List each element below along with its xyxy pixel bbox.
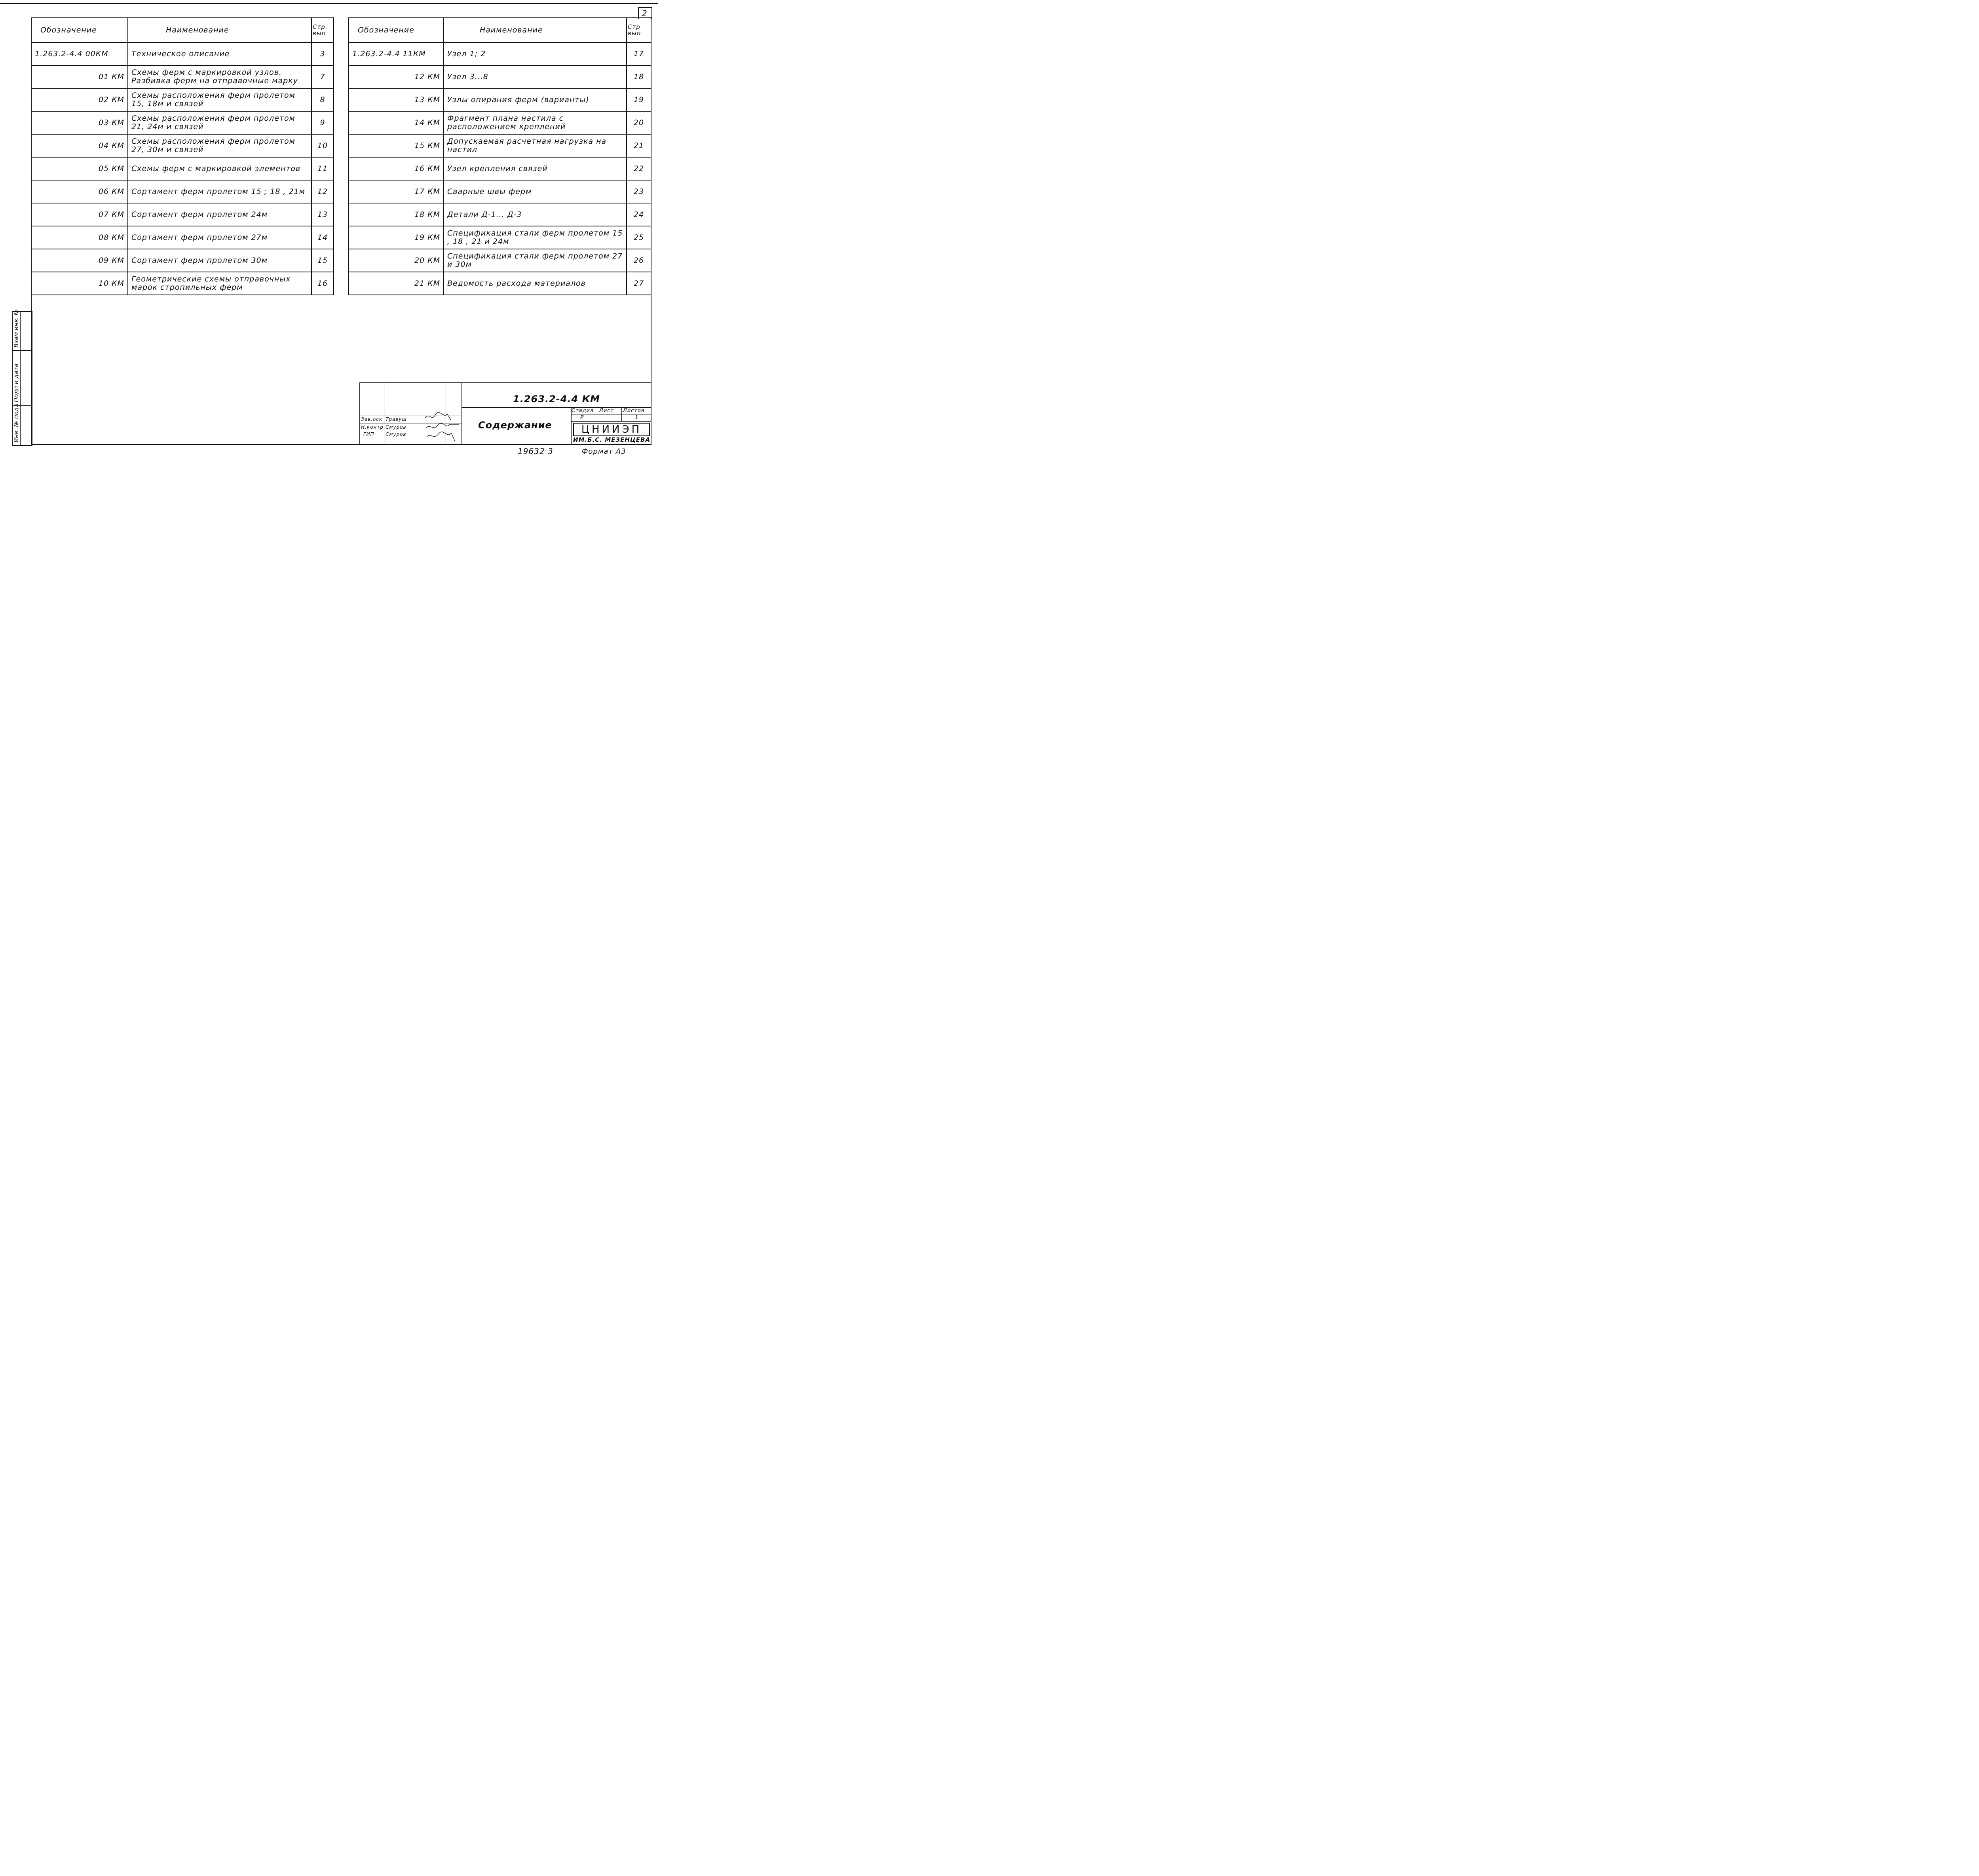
table-row bbox=[31, 226, 334, 249]
table-row bbox=[349, 134, 651, 157]
row-name: Сортамент ферм пролетом 30м bbox=[128, 249, 311, 272]
row-designation: 18 КМ bbox=[349, 203, 444, 226]
table-row bbox=[31, 111, 334, 134]
table-row bbox=[31, 88, 334, 111]
row-designation: 21 КМ bbox=[349, 272, 444, 295]
tb-h-stage2 bbox=[571, 421, 651, 422]
header-name: Наименование bbox=[444, 18, 627, 42]
sheet-number: 2 bbox=[642, 9, 648, 18]
row-name: Сортамент ферм пролетом 15 ; 18 , 21м bbox=[128, 180, 311, 203]
row-page: 26 bbox=[627, 249, 651, 272]
row-page: 14 bbox=[311, 226, 334, 249]
row-page: 16 bbox=[311, 272, 334, 295]
row-name: Схемы расположения ферм пролетом 15, 18м и связей bbox=[128, 88, 311, 111]
row-designation: 16 КМ bbox=[349, 157, 444, 180]
row-designation: 07 КМ bbox=[31, 203, 128, 226]
row-page: 13 bbox=[311, 203, 334, 226]
row-page: 25 bbox=[627, 226, 651, 249]
row-designation: 01 КМ bbox=[31, 65, 128, 88]
row-name: Сварные швы ферм bbox=[444, 180, 627, 203]
row-name: Спецификация стали ферм пролетом 15 , 18 , 21 и 24м bbox=[444, 226, 627, 249]
right-contents-table bbox=[348, 17, 651, 295]
row-designation: 19 КМ bbox=[349, 226, 444, 249]
row-designation: 10 КМ bbox=[31, 272, 128, 295]
organization-subtitle: ИМ.Б.С. МЕЗЕНЦЕВА bbox=[573, 436, 651, 443]
header-designation: Обозначение bbox=[31, 18, 128, 42]
table-row bbox=[31, 203, 334, 226]
row-designation: 08 КМ bbox=[31, 226, 128, 249]
row-designation: 03 КМ bbox=[31, 111, 128, 134]
table-row bbox=[31, 180, 334, 203]
title-block bbox=[359, 382, 651, 445]
row-name: Сортамент ферм пролетом 24м bbox=[128, 203, 311, 226]
row-name: Узел 1; 2 bbox=[444, 42, 627, 65]
row-page: 12 bbox=[311, 180, 334, 203]
stage-value: Р bbox=[580, 414, 584, 421]
header-name: Наименование bbox=[128, 18, 311, 42]
row-designation: 12 КМ bbox=[349, 65, 444, 88]
sheets-value: 1 bbox=[635, 414, 639, 421]
row-designation: 02 КМ bbox=[31, 88, 128, 111]
sheet-label: Лист bbox=[599, 408, 614, 414]
stage-label: Стадия bbox=[572, 408, 594, 414]
row-page: 27 bbox=[627, 272, 651, 295]
side-label-replace: Взам инв. № bbox=[13, 309, 20, 348]
left-header-row bbox=[31, 18, 334, 42]
row-designation: 1.263.2-4.4 00КМ bbox=[31, 42, 128, 65]
side-sep-1 bbox=[13, 350, 32, 351]
table-row bbox=[349, 203, 651, 226]
row-designation: 1.263.2-4.4 11КМ bbox=[349, 42, 444, 65]
organization-logo bbox=[573, 423, 650, 436]
right-header-row bbox=[349, 18, 651, 42]
row-page: 7 bbox=[311, 65, 334, 88]
tb-v-stage3 bbox=[621, 407, 622, 421]
row-designation: 05 КМ bbox=[31, 157, 128, 180]
document-code: 1.263.2-4.4 КМ bbox=[513, 393, 600, 405]
row-name: Сортамент ферм пролетом 27м bbox=[128, 226, 311, 249]
row-page: 10 bbox=[311, 134, 334, 157]
side-divider bbox=[20, 312, 21, 445]
row-name: Узел 3...8 bbox=[444, 65, 627, 88]
signature-name-1: Травуш bbox=[386, 416, 407, 422]
row-page: 24 bbox=[627, 203, 651, 226]
row-name: Геометрические схемы отправочных марок стропильных ферм bbox=[128, 272, 311, 295]
handwritten-signatures bbox=[424, 411, 462, 444]
row-name: Узел крепления связей bbox=[444, 157, 627, 180]
row-designation: 09 КМ bbox=[31, 249, 128, 272]
row-name: Ведомость расхода материалов bbox=[444, 272, 627, 295]
row-page: 3 bbox=[311, 42, 334, 65]
table-row bbox=[349, 157, 651, 180]
signature-name-2: Смуров bbox=[386, 424, 406, 430]
table-row bbox=[349, 180, 651, 203]
footer-number: 19632 3 bbox=[518, 447, 553, 456]
row-designation: 06 КМ bbox=[31, 180, 128, 203]
side-label-sign: Подп и дата bbox=[13, 363, 20, 402]
row-designation: 17 КМ bbox=[349, 180, 444, 203]
row-name: Схемы расположения ферм пролетом 21, 24м и связей bbox=[128, 111, 311, 134]
table-row bbox=[31, 65, 334, 88]
row-name: Детали Д-1... Д-3 bbox=[444, 203, 627, 226]
row-page: 8 bbox=[311, 88, 334, 111]
table-row bbox=[349, 226, 651, 249]
row-designation: 13 КМ bbox=[349, 88, 444, 111]
table-row bbox=[31, 42, 334, 65]
table-row bbox=[349, 88, 651, 111]
row-page: 22 bbox=[627, 157, 651, 180]
sheets-label: Листов bbox=[623, 408, 645, 414]
row-page: 23 bbox=[627, 180, 651, 203]
row-page: 17 bbox=[627, 42, 651, 65]
row-page: 9 bbox=[311, 111, 334, 134]
row-name: Схемы расположения ферм пролетом 27, 30м и связей bbox=[128, 134, 311, 157]
footer-format: Формат А3 bbox=[582, 447, 626, 456]
row-designation: 04 КМ bbox=[31, 134, 128, 157]
row-name: Допускаемая расчетная нагрузка на настил bbox=[444, 134, 627, 157]
table-row bbox=[31, 249, 334, 272]
table-row bbox=[31, 134, 334, 157]
row-name: Спецификация стали ферм пролетом 27 и 30м bbox=[444, 249, 627, 272]
header-designation: Обозначение bbox=[349, 18, 444, 42]
row-name: Узлы опирания ферм (варианты) bbox=[444, 88, 627, 111]
top-border bbox=[0, 3, 658, 4]
signature-role-3: ГИП bbox=[363, 431, 374, 437]
signature-role-2: Н.контр bbox=[361, 424, 384, 430]
row-page: 19 bbox=[627, 88, 651, 111]
table-row bbox=[349, 111, 651, 134]
row-page: 15 bbox=[311, 249, 334, 272]
table-row bbox=[349, 272, 651, 295]
table-row bbox=[31, 272, 334, 295]
table-row bbox=[349, 42, 651, 65]
row-page: 20 bbox=[627, 111, 651, 134]
row-name: Фрагмент плана настила с расположением креплений bbox=[444, 111, 627, 134]
row-page: 18 bbox=[627, 65, 651, 88]
side-label-inventory: Инв. № подл bbox=[13, 403, 20, 443]
table-row bbox=[31, 157, 334, 180]
header-page: Стр вып bbox=[627, 18, 651, 42]
header-page: Стр. вып bbox=[311, 18, 334, 42]
table-row bbox=[349, 249, 651, 272]
row-designation: 20 КМ bbox=[349, 249, 444, 272]
row-name: Схемы ферм с маркировкой элементов bbox=[128, 157, 311, 180]
row-name: Схемы ферм с маркировкой узлов. Разбивка ферм на отправочные марку bbox=[128, 65, 311, 88]
table-row bbox=[349, 65, 651, 88]
row-designation: 14 КМ bbox=[349, 111, 444, 134]
row-designation: 15 КМ bbox=[349, 134, 444, 157]
row-name: Техническое описание bbox=[128, 42, 311, 65]
row-page: 21 bbox=[627, 134, 651, 157]
signature-role-1: Зав.оск bbox=[361, 416, 383, 422]
signature-name-3: Смуров bbox=[386, 431, 406, 437]
row-page: 11 bbox=[311, 157, 334, 180]
document-title: Содержание bbox=[478, 420, 552, 431]
side-stamp bbox=[12, 311, 32, 446]
left-contents-table bbox=[31, 17, 334, 295]
organization-name: ЦНИИЭП bbox=[581, 424, 642, 435]
